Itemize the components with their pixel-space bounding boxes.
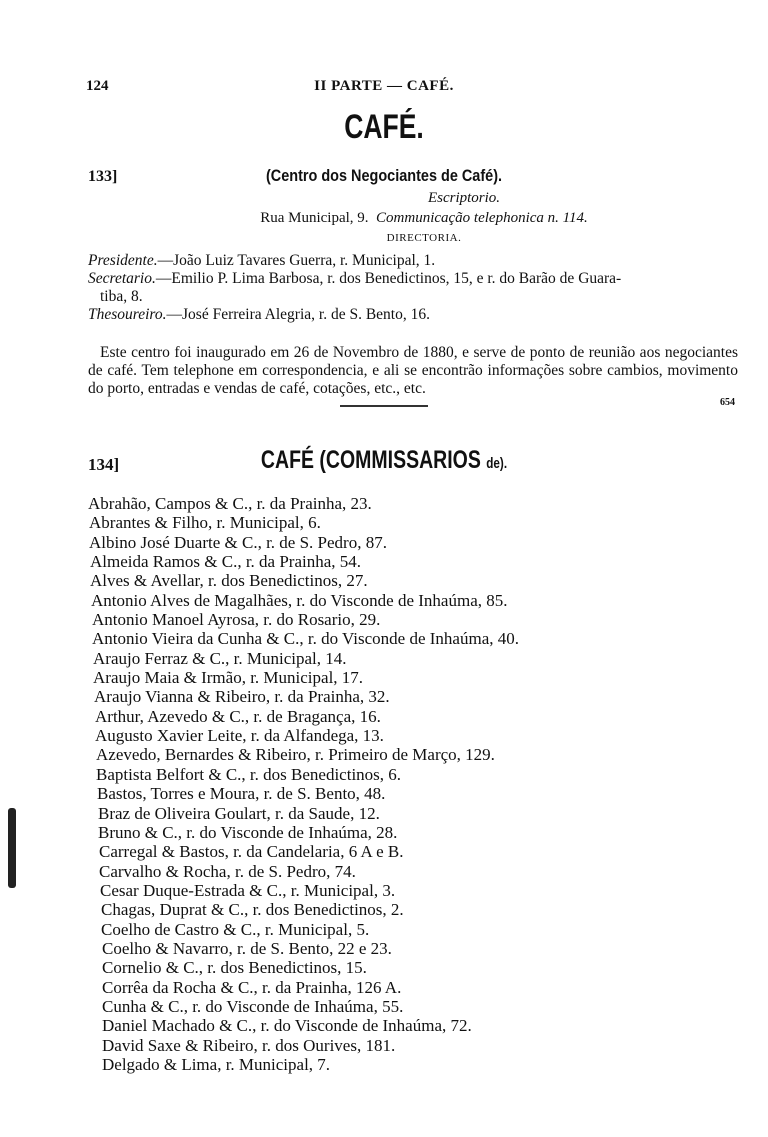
list-item: Chagas, Duprat & C., r. dos Benedictinos, 2.: [101, 900, 404, 920]
section-title: (Centro dos Negociantes de Café).: [265, 166, 503, 185]
list-item: Carregal & Bastos, r. da Candelaria, 6 A e B.: [99, 842, 404, 862]
officer-president: [88, 252, 738, 270]
reference-number: 654: [720, 397, 735, 408]
list-item: Azevedo, Bernardes & Ribeiro, r. Primeiro de Março, 129.: [96, 745, 495, 765]
section-title-suffix: de).: [486, 455, 508, 472]
page-title: CAFÉ.: [344, 108, 424, 146]
list-item: Delgado & Lima, r. Municipal, 7.: [102, 1054, 331, 1074]
list-item: Braz de Oliveira Goulart, r. da Saude, 12.: [98, 803, 380, 823]
officer-text: —José Ferreira Alegria, r. de S. Bento, 16.: [166, 306, 430, 323]
list-item: David Saxe & Ribeiro, r. dos Ourives, 181.: [102, 1035, 396, 1055]
officer-treasurer: [88, 306, 738, 324]
section-number: 133]: [88, 168, 118, 185]
list-item: Augusto Xavier Leite, r. da Alfandega, 13.: [95, 726, 384, 746]
list-item: Antonio Manoel Ayrosa, r. do Rosario, 29.: [92, 610, 381, 630]
section-title: [84, 446, 683, 475]
officer-text: —Emilio P. Lima Barbosa, r. dos Benedictinos, 15, e r. do Barão de Guara-: [155, 270, 622, 287]
office-label: Escriptorio.: [427, 190, 501, 206]
section-title-main: CAFÉ (COMMISSARIOS: [260, 446, 481, 474]
list-item: Arthur, Azevedo & C., r. de Bragança, 16.: [95, 706, 381, 726]
running-title: II PARTE — CAFÉ.: [314, 78, 454, 94]
telephone: Communicação telephonica n. 114.: [376, 210, 588, 226]
address-line: [40, 210, 768, 227]
divider: [340, 405, 428, 407]
board-label: DIRECTORIA.: [386, 232, 462, 244]
officer-role: Presidente.: [88, 252, 158, 269]
list-item: Araujo Vianna & Ribeiro, r. da Prainha, 32.: [94, 687, 390, 707]
list-item: Antonio Alves de Magalhães, r. do Visconde de Inhaúma, 85.: [91, 590, 508, 610]
list-item: Abrahão, Campos & C., r. da Prainha, 23.: [88, 494, 372, 513]
list-item: Araujo Maia & Irmão, r. Municipal, 17.: [93, 668, 364, 688]
list-item: Carvalho & Rocha, r. de S. Pedro, 74.: [99, 861, 356, 881]
list-item: Corrêa da Rocha & C., r. da Prainha, 126 A.: [102, 977, 402, 997]
list-item: Cornelio & C., r. dos Benedictinos, 15.: [102, 958, 367, 978]
list-item: Araujo Ferraz & C., r. Municipal, 14.: [93, 648, 347, 668]
section-number: 134]: [88, 455, 120, 474]
list-item: Coelho de Castro & C., r. Municipal, 5.: [101, 919, 370, 939]
address: Rua Municipal, 9.: [260, 210, 369, 226]
list-item: Albino José Duarte & C., r. de S. Pedro, 87.: [89, 532, 387, 552]
description-paragraph: Este centro foi inaugurado em 26 de Novembro de 1880, e serve de ponto de reunião aos negociantes de café. Tem telephone em correspondencia, e ali se encontrão informações sobre cambios, movimento do porto, entradas e vendas de café, cotações, etc., etc.: [88, 344, 738, 397]
list-item: Bastos, Torres e Moura, r. de S. Bento, 48.: [97, 784, 386, 804]
officers-list: [88, 252, 738, 324]
list-item: Almeida Ramos & C., r. da Prainha, 54.: [90, 552, 362, 572]
list-item: Cesar Duque-Estrada & C., r. Municipal, 3.: [100, 880, 396, 900]
list-item: Daniel Machado & C., r. do Visconde de Inhaúma, 72.: [102, 1016, 472, 1036]
list-item: Bruno & C., r. do Visconde de Inhaúma, 28.: [98, 822, 398, 842]
page-number: 124: [86, 78, 109, 94]
list-item: Baptista Belfort & C., r. dos Benedictinos, 6.: [96, 764, 402, 784]
list-item: Alves & Avellar, r. dos Benedictinos, 27.: [90, 571, 368, 591]
officer-role: Secretario.: [88, 270, 156, 287]
list-item: Coelho & Navarro, r. de S. Bento, 22 e 23.: [102, 938, 392, 958]
officer-secretary: [88, 270, 738, 288]
list-item: Cunha & C., r. do Visconde de Inhaúma, 55.: [102, 996, 404, 1016]
list-item: Antonio Vieira da Cunha & C., r. do Visconde de Inhaúma, 40.: [92, 629, 519, 649]
officer-text: —João Luiz Tavares Guerra, r. Municipal, 1.: [157, 252, 436, 269]
list-item: Abrantes & Filho, r. Municipal, 6.: [89, 513, 321, 533]
commissioners-list: [88, 494, 519, 1074]
officer-role: Thesoureiro.: [88, 306, 167, 323]
officer-secretary-cont: tiba, 8.: [100, 288, 143, 305]
scan-mark: [8, 808, 16, 888]
